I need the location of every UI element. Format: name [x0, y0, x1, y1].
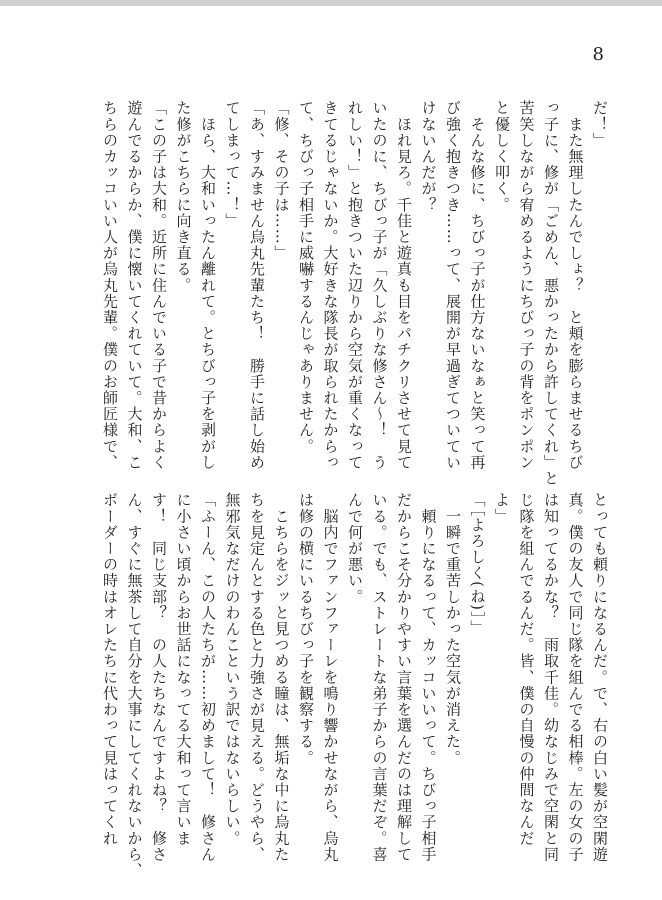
text-line: 脳内でファンファーレを鳴り響かせながら、烏丸 — [321, 492, 340, 863]
text-line: いたのに、ちびっ子が「久しぶりな修さん～！ う — [370, 100, 389, 471]
text-line: きてるじゃないか。大好きな隊長が取られたからっ — [321, 100, 340, 471]
text-line: よ」 — [493, 492, 511, 525]
text-line: だ！」 — [591, 100, 609, 149]
text-line: っ子に、修が「ごめん、悪かったから許してくれ」と — [542, 100, 560, 487]
text-line: び強く抱きつき……って、展開が早過ぎてついてい — [444, 100, 462, 471]
page-number: 8 — [592, 44, 604, 65]
text-line: と優しく叩く。 — [493, 100, 511, 213]
text-line: 一瞬で重苦しかった空気が消えた。 — [444, 492, 462, 766]
text-line: 「この子は大和。近所に住んでいる子で昔からよく — [150, 100, 168, 471]
text-line: んで何が悪い。 — [346, 492, 364, 605]
text-line: だからこそ分かりやすい言葉を選んだのは理解して — [395, 492, 413, 863]
lower-text-block — [98, 492, 613, 892]
text-line: ほれ見ろ。千佳と遊真も目をパチクリさせて見て — [395, 100, 413, 471]
text-line: また無理したんでしょ？ と頬を膨らませるちび — [566, 100, 585, 471]
upper-text-block — [98, 100, 613, 500]
text-line: こちらをジッと見つめる瞳は、無垢な中に烏丸た — [272, 492, 291, 863]
text-line: 遊んでるからか、僕に懐いてくれていて。大和、こ — [125, 100, 144, 471]
text-line: 真。僕の友人で同じ隊を組んでる相棒。左の女の子 — [566, 492, 585, 863]
text-line: に小さい頃からお世話になってる大和って言いま — [174, 492, 193, 847]
text-line: ちを見定んとする色と力強さが見える。どうやら、 — [248, 492, 266, 863]
text-line: 頼りになるって、カッコいいって。ちびっ子相手 — [419, 492, 438, 863]
text-line: 「修、その子は……」 — [272, 100, 291, 261]
text-line: てしまって…！」 — [223, 100, 242, 229]
text-line: ちらのカッコいい人が烏丸先輩。僕のお師匠様で、 — [101, 100, 119, 471]
text-line: 無邪気なだけのわんこという訳ではないらしい。 — [223, 492, 242, 847]
text-line: 苦笑しながら宥めるようにちびっ子の背をポンポン — [517, 100, 536, 471]
text-line: ボーダーの時はオレたちに代わって見はってくれ — [101, 492, 119, 847]
text-line: た修がこちらに向き直る。 — [174, 100, 193, 294]
text-line: いる。でも、ストレートな弟子からの言葉だぞ。喜 — [370, 492, 389, 863]
text-line: 「ふーん、この人たちが……初めまして！ 修さん — [199, 492, 217, 863]
text-line: す！ 同じ支部？ の人たちなんですよね？ 修さ — [150, 492, 168, 863]
text-line: けないんだが？ — [419, 100, 438, 213]
text-line: て、ちびっ子相手に威嚇するんじゃありません。 — [297, 100, 315, 455]
text-line: 「［よろしく(ね)］」 — [468, 492, 487, 636]
book-page — [0, 6, 662, 900]
text-line: じ隊を組んでるんだ。皆、僕の自慢の仲間なんだ — [517, 492, 536, 847]
text-line: とっても頼りになるんだ。で、右の白い髪が空閑遊 — [591, 492, 609, 863]
text-line: ん、すぐに無茶して自分を大事にしてくれないから、 — [125, 492, 144, 879]
text-line: は修の横にいるちびっ子を観察する。 — [297, 492, 315, 766]
text-line: は知ってるかな？ 雨取千佳。幼なじみで空閑と同 — [542, 492, 560, 863]
text-line: 「あ、すみません烏丸先輩たち！ 勝手に話し始め — [248, 100, 266, 471]
text-line: れしい！」と抱きついた辺りから空気が重くなって — [346, 100, 364, 471]
text-line: ほら、大和いったん離れて。とちびっ子を剥がし — [199, 100, 217, 471]
text-line: そんな修に、ちびっ子が仕方ないなぁと笑って再 — [468, 100, 487, 471]
